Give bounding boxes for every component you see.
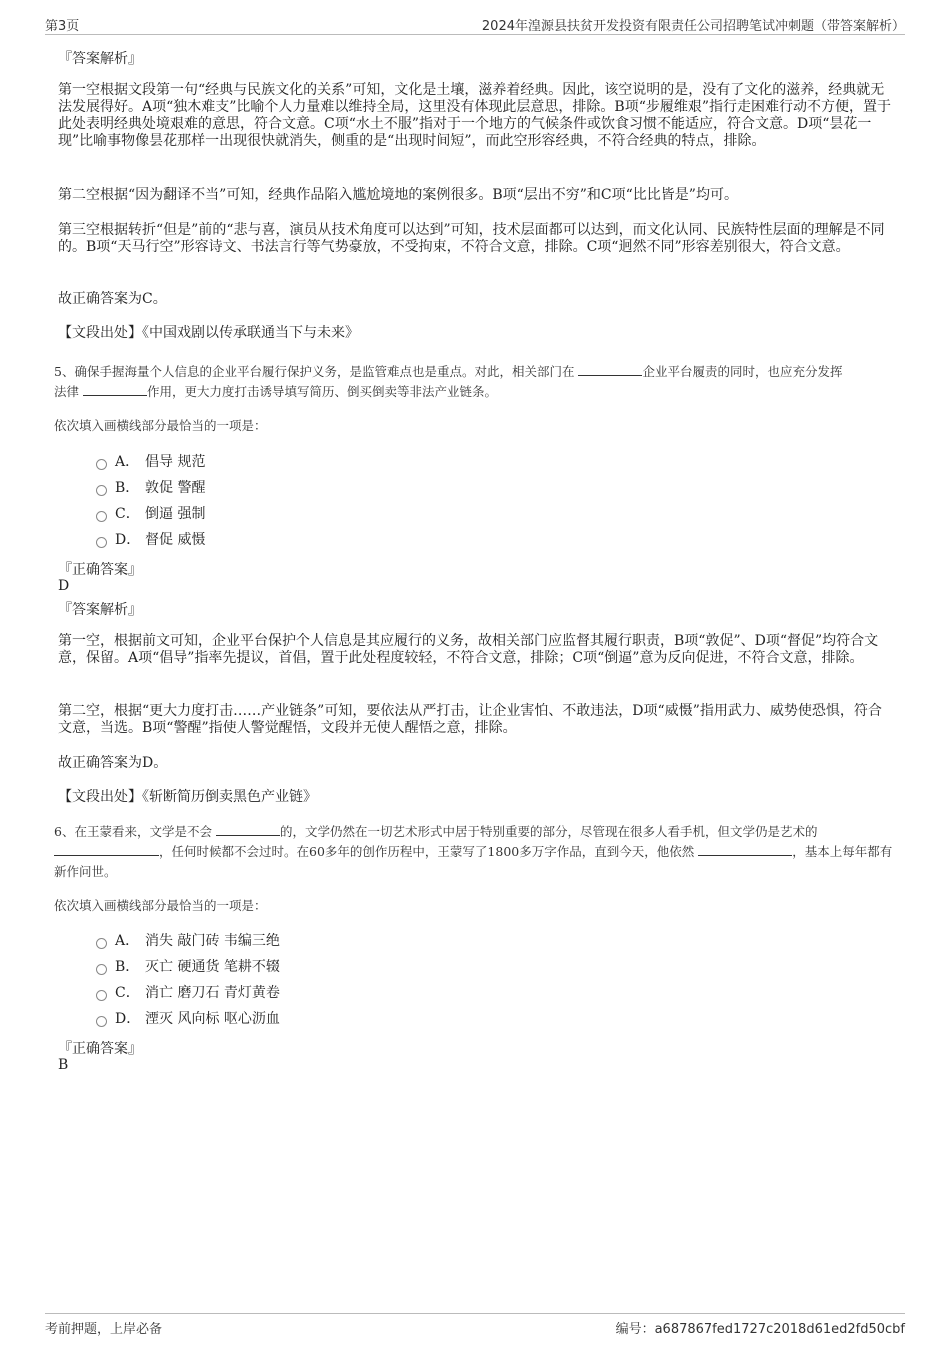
q5-answer: D [58,578,70,594]
option-text: 消亡 磨刀石 青灯黄卷 [145,985,280,1001]
q4-source: 【文段出处】《中国戏剧以传承联通当下与未来》 [58,325,359,341]
page-number: 第3页 [45,19,80,34]
q6-option-d[interactable] [96,1009,280,1029]
document-id: 编号：a687867fed1727c2018d61ed2fd50cbf [615,1322,905,1337]
q5-option-c[interactable] [96,504,205,524]
q5-stem-part: 作用，更大力度打击诱导填写简历、倒买倒卖等非法产业链条。 [147,384,498,399]
option-letter: C． [115,985,140,1001]
answer-blank [578,362,642,376]
radio-icon[interactable] [96,964,107,975]
radio-icon[interactable] [96,990,107,1001]
option-text: 敦促 警醒 [145,480,206,496]
q5-source: 【文段出处】《斩断简历倒卖黑色产业链》 [58,789,317,805]
radio-icon[interactable] [96,537,107,548]
q5-answer-label: 『正确答案』 [58,562,142,578]
q5-stem [54,362,896,402]
answer-blank [83,382,147,396]
footer-slogan: 考前押题，上岸必备 [45,1322,163,1337]
q6-option-b[interactable] [96,957,280,977]
option-letter: B． [115,480,140,496]
option-letter: D． [115,1011,141,1027]
answer-blank [698,842,792,856]
q5-analysis-p2: 第二空，根据“更大力度打击……产业链条”可知，要依法从严打击，让企业害怕、不敢违法，D项“威慑”指用武力、威势使恐惧，符合文意，当选。B项“警醒”指使人警觉醒悟，文段并无使人醒悟之意，排除。 [58,703,882,736]
q4-conclusion: 故正确答案为C。 [58,291,167,307]
q4-analysis-p1: 第一空根据文段第一句“经典与民族文化的关系”可知，文化是土壤，滋养着经典。因此，该空说明的是，没有了文化的滋养，经典就无法发展得好。A项“独木难支”比喻个人力量难以维持全局，这里没有体现此层意思，排除。B项“步履维艰”指行走困难行动不方便，置于此处表明经典处境艰难的意思，符合文意。C项“水土不服”指对于一个地方的气候条件或饮食习惯不能适应，符合文意。D项“昙花一现”比喻事物像昙花那样一出现很快就消失，侧重的是“出现时间短”，而此空形容经典，不符合经典的特点，排除。 [58,82,892,149]
q5-option-b[interactable] [96,478,205,498]
q5-stem-part: 5、确保手握海量个人信息的企业平台履行保护义务，是监管难点也是重点。对此，相关部门在 [54,364,575,379]
q4-analysis-p3: 第三空根据转折“但是”前的“悲与喜，演员从技术角度可以达到”可知，技术层面都可以达到，而文化认同、民族特性层面的理解是不同的。B项“天马行空”形容诗文、书法言行等气势豪放，不受拘束，不符合文意，排除。C项“迥然不同”形容差别很大，符合文意。 [58,222,885,255]
q6-stem-part: 的，文学仍然在一切艺术形式中居于特别重要的部分，尽管现在很多人看手机，但文学仍是艺术的 [279,824,818,839]
q5-stem-part: 企业平台履责的同时，也应充分发挥 [642,364,843,379]
q6-option-c[interactable] [96,983,280,1003]
option-text: 消失 敲门砖 韦编三绝 [145,933,280,949]
radio-icon[interactable] [96,485,107,496]
q5-conclusion: 故正确答案为D。 [58,755,168,771]
option-letter: A． [115,933,140,949]
q6-option-a[interactable] [96,931,280,951]
q6-stem-part: 6、在王蒙看来，文学是不会 [54,824,212,839]
q6-stem-part: ，任何时候都不会过时。在60多年的创作历程中，王蒙写了1800多万字作品，直到今天，他依然 [159,844,695,859]
page-header [45,14,905,35]
q5-stem-part: 法律 [54,384,80,399]
page-footer [45,1313,905,1337]
option-letter: D． [115,532,141,548]
analysis-label: 『答案解析』 [58,51,142,67]
answer-blank [216,822,280,836]
answer-blank [54,842,159,856]
q6-prompt: 依次填入画横线部分最恰当的一项是： [54,898,267,913]
q6-stem [54,822,896,882]
q6-answer-label: 『正确答案』 [58,1041,142,1057]
option-letter: B． [115,959,140,975]
option-letter: A． [115,454,140,470]
option-text: 督促 威慑 [145,532,206,548]
radio-icon[interactable] [96,511,107,522]
radio-icon[interactable] [96,459,107,470]
option-text: 倡导 规范 [145,454,206,470]
q5-prompt: 依次填入画横线部分最恰当的一项是： [54,418,267,433]
q5-analysis-p1: 第一空，根据前文可知，企业平台保护个人信息是其应履行的义务，故相关部门应监督其履行职责，B项“敦促”、D项“督促”均符合文意，保留。A项“倡导”指率先提议，首倡，置于此处程度较轻，不符合文意，排除；C项“倒逼”意为反向促进，不符合文意，排除。 [58,633,879,666]
q6-answer: B [58,1057,69,1073]
q4-analysis-p2: 第二空根据“因为翻译不当”可知，经典作品陷入尴尬境地的案例很多。B项“层出不穷”和C项“比比皆是”均可。 [58,187,738,203]
document-title: 2024年湟源县扶贫开发投资有限责任公司招聘笔试冲刺题（带答案解析） [481,19,905,34]
radio-icon[interactable] [96,1016,107,1027]
q5-analysis-label: 『答案解析』 [58,602,142,618]
q5-option-d[interactable] [96,530,205,550]
radio-icon[interactable] [96,938,107,949]
q6-stem-part: ，基本上每年都有新作问世。 [54,844,893,879]
option-letter: C． [115,506,140,522]
option-text: 湮灭 风向标 呕心沥血 [145,1011,280,1027]
option-text: 倒逼 强制 [145,506,206,522]
option-text: 灭亡 硬通货 笔耕不辍 [145,959,280,975]
q5-option-a[interactable] [96,452,205,472]
